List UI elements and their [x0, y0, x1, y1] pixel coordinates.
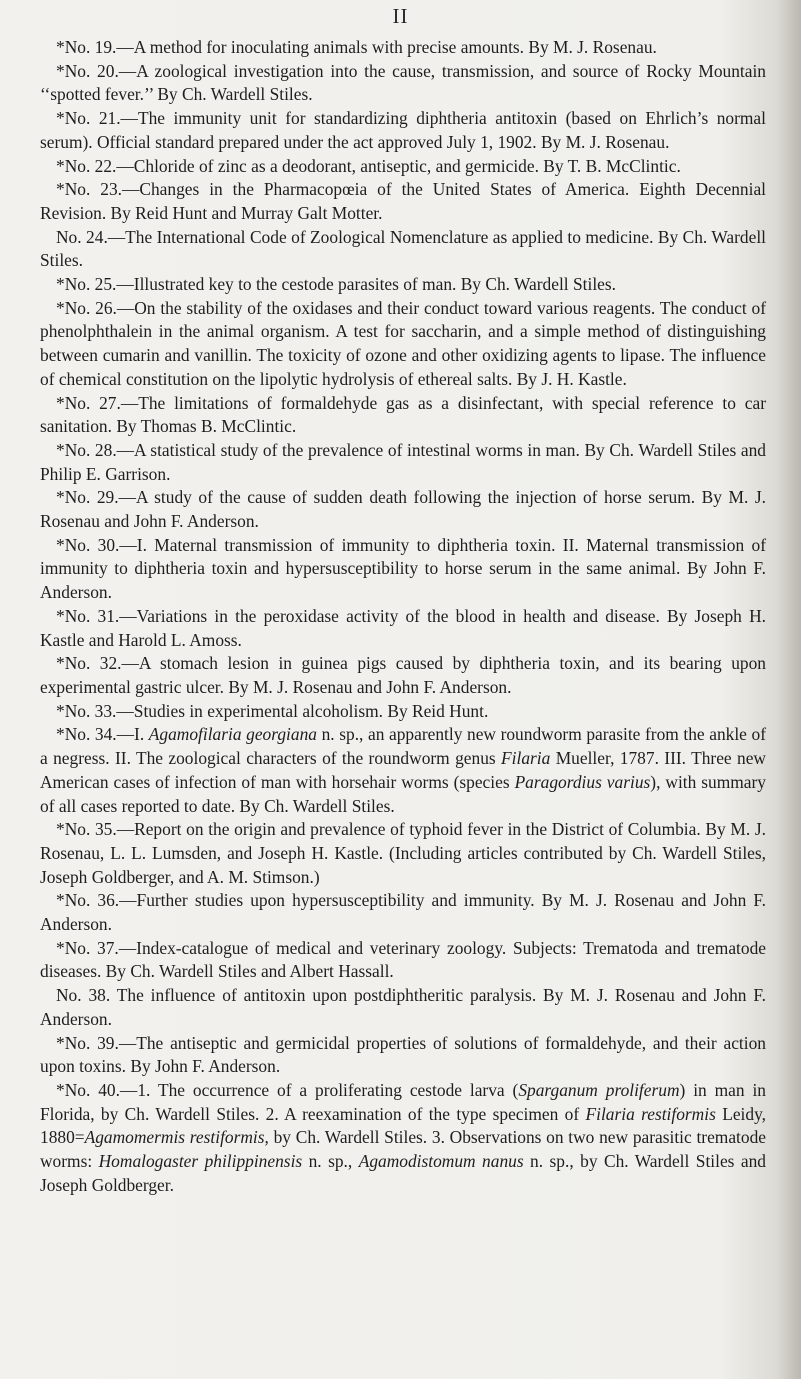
- species-name: Agamomermis restiformis: [84, 1127, 265, 1148]
- bulletin-entry-no-32: [40, 652, 766, 699]
- bulletin-entry-no-33: [40, 700, 766, 724]
- page-number: II: [392, 4, 409, 28]
- species-name: Sparganum proliferum: [518, 1079, 680, 1100]
- bulletin-entry-no-35: [40, 818, 766, 889]
- bulletin-entry-no-23: [40, 178, 766, 225]
- entry-text: *No. 22.—Chloride of zinc as a deodorant, antiseptic, and germicide. By T. B. McClintic.: [56, 155, 681, 176]
- bulletin-entry-no-30: [40, 534, 766, 605]
- entry-text: Mueller, 1787. III. Three new American cases of infection of man with horsehair worms (species: [40, 748, 766, 792]
- species-name: Filaria restiformis: [585, 1103, 716, 1124]
- entry-text: n. sp., by Ch. Wardell Stiles and Joseph Goldberger.: [40, 1151, 766, 1195]
- bulletin-entry-no-34: [40, 723, 766, 818]
- species-name: Homalogaster philippinensis: [98, 1151, 303, 1172]
- entry-text: *No. 23.—Changes in the Pharmacopœia of the United States of America. Eighth Decennial Revision. By Reid Hunt and Murray Galt Motter.: [40, 179, 766, 223]
- entry-text: *No. 20.—A zoological investigation into the cause, transmission, and source of Rocky Mountain ‘‘spotted fever.’’ By Ch. Wardell Stiles.: [40, 60, 766, 105]
- entry-text: *No. 36.—Further studies upon hypersusceptibility and immunity. By M. J. Rosenau and John F. Anderson.: [40, 890, 766, 935]
- entry-text: *No. 21.—The immunity unit for standardizing diphtheria antitoxin (based on Ehrlich’s normal serum). Official standard prepared under the act approved July 1, 1902. By M. J. Rosenau.: [40, 108, 766, 152]
- bulletin-entry-no-31: [40, 605, 766, 652]
- bulletin-entry-no-24: [40, 226, 766, 273]
- entry-text: *No. 29.—A study of the cause of sudden death following the injection of horse serum. By M. J. Rosenau and John F. Anderson.: [40, 487, 766, 532]
- bulletin-entry-no-21: [40, 107, 766, 154]
- entry-text: *No. 28.—A statistical study of the prevalence of intestinal worms in man. By Ch. Wardell Stiles and Philip E. Garrison.: [40, 439, 766, 484]
- bulletin-entry-no-37: [40, 937, 766, 984]
- species-name: Filaria: [501, 748, 551, 769]
- entry-text: *No. 27.—The limitations of formaldehyde gas as a disinfectant, with special reference to car sanitation. By Thomas B. McClintic.: [40, 392, 766, 437]
- entry-text: *No. 35.—Report on the origin and prevalence of typhoid fever in the District of Columbia. By M. J. Rosenau, L. L. Lumsden, and Joseph H. Kastle. (Including articles contributed by Ch. Wardell Stiles, Joseph Goldberger, and A. M. Stimson.): [40, 819, 766, 887]
- entry-text: n. sp., an apparently new roundworm parasite from the ankle of a negress. II. The zoological characters of the roundworm genus: [40, 724, 766, 769]
- bulletin-entry-no-36: [40, 889, 766, 936]
- bulletin-entry-no-38: [40, 984, 766, 1031]
- bulletin-entry-no-28: [40, 439, 766, 486]
- entry-text: *No. 26.—On the stability of the oxidases and their conduct toward various reagents. The conduct of phenolphthalein in the animal organism. A test for saccharin, and a simple method of distinguishing between cumarin and vanillin. The toxicity of ozone and other oxidizing agents to lipase. The influence of chemical constitution on the lipolytic hydrolysis of ethereal salts. By J. H. Kastle.: [40, 297, 766, 389]
- bulletin-entry-no-39: [40, 1032, 766, 1079]
- species-name: Agamofilaria georgiana: [148, 724, 317, 745]
- bulletin-entry-no-29: [40, 486, 766, 533]
- entry-text: ), with summary of all cases reported to date. By Ch. Wardell Stiles.: [40, 771, 766, 816]
- entry-text: Leidy, 1880=: [40, 1103, 766, 1148]
- entry-text: *No. 30.—I. Maternal transmission of immunity to diphtheria toxin. II. Maternal transmission of immunity to diphtheria toxin and hypersusceptibility to horse serum in the same animal. By John F. Anderson.: [40, 534, 766, 603]
- bulletin-list: [40, 36, 766, 1197]
- bulletin-entry-no-22: [40, 155, 766, 179]
- entry-text: , by Ch. Wardell Stiles. 3. Observations on two new parasitic trematode worms:: [40, 1127, 766, 1172]
- bulletin-entry-no-40: [40, 1079, 766, 1198]
- entry-text: *No. 31.—Variations in the peroxidase activity of the blood in health and disease. By Joseph H. Kastle and Harold L. Amoss.: [40, 605, 766, 650]
- species-name: Paragordius varius: [514, 771, 651, 792]
- bulletin-entry-no-26: [40, 297, 766, 392]
- entry-text: n. sp.,: [302, 1151, 359, 1172]
- entry-text: ) in man in Florida, by Ch. Wardell Stiles. 2. A reexamination of the type specimen of: [40, 1079, 766, 1124]
- entry-text: *No. 19.—A method for inoculating animals with precise amounts. By M. J. Rosenau.: [56, 37, 657, 57]
- entry-text: *No. 25.—Illustrated key to the cestode parasites of man. By Ch. Wardell Stiles.: [56, 274, 616, 295]
- entry-text: *No. 32.—A stomach lesion in guinea pigs caused by diphtheria toxin, and its bearing upon experimental gastric ulcer. By M. J. Rosenau and John F. Anderson.: [40, 653, 766, 697]
- entry-text: *No. 40.—1. The occurrence of a proliferating cestode larva (: [56, 1079, 519, 1100]
- bulletin-entry-no-19: [40, 36, 766, 60]
- bulletin-entry-no-25: [40, 273, 766, 297]
- entry-text: No. 38. The influence of antitoxin upon postdiphtheritic paralysis. By M. J. Rosenau and John F. Anderson.: [40, 985, 766, 1029]
- entry-text: *No. 33.—Studies in experimental alcoholism. By Reid Hunt.: [56, 700, 489, 721]
- entry-text: *No. 37.—Index-catalogue of medical and veterinary zoology. Subjects: Trematoda and trematode diseases. By Ch. Wardell Stiles and Albert Hassall.: [40, 937, 766, 982]
- entry-text: *No. 34.—I.: [56, 724, 149, 745]
- bulletin-entry-no-27: [40, 392, 766, 439]
- bulletin-entry-no-20: [40, 60, 766, 107]
- entry-text: *No. 39.—The antiseptic and germicidal properties of solutions of formaldehyde, and their action upon toxins. By John F. Anderson.: [40, 1032, 766, 1077]
- species-name: Agamodistomum nanus: [358, 1151, 524, 1172]
- entry-text: No. 24.—The International Code of Zoological Nomenclature as applied to medicine. By Ch. Wardell Stiles.: [40, 226, 766, 271]
